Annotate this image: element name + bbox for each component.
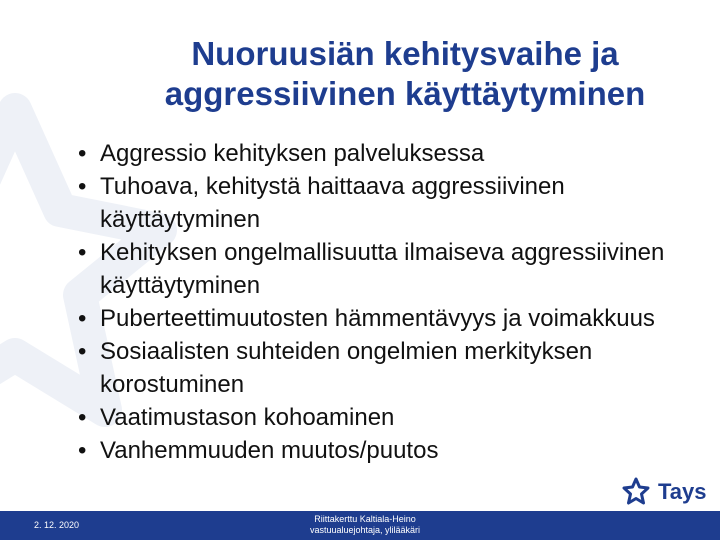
footer-author-name: Riittakerttu Kaltiala-Heino (314, 514, 416, 524)
bullet-text: Puberteettimuutosten hämmentävyys ja voimakkuus (100, 305, 655, 332)
bullet-item (78, 302, 698, 335)
bullet-marker: • (78, 338, 87, 365)
bullet-text: Aggressio kehityksen palveluksessa (100, 140, 485, 167)
bullet-text: Sosiaalisten suhteiden ongelmien merkityksen korostuminen (100, 338, 593, 398)
bullet-marker: • (78, 404, 87, 431)
logo-text: Tays (658, 479, 707, 504)
bullet-item (78, 401, 698, 434)
slide-title (120, 34, 690, 114)
tays-logo (620, 474, 707, 510)
bullet-text: Kehityksen ongelmallisuutta ilmaiseva aggressiivinen käyttäytyminen (100, 239, 665, 299)
title-line-1: Nuoruusiän kehitysvaihe ja (191, 35, 619, 73)
footer-author-role: vastuualuejohtaja, ylilääkäri (309, 525, 421, 535)
bullet-text: Vanhemmuuden muutos/puutos (100, 437, 439, 464)
bullet-list (78, 137, 698, 467)
tays-star-icon (620, 476, 652, 508)
bullet-item (78, 335, 698, 401)
bullet-marker: • (78, 140, 87, 167)
bullet-item (78, 434, 698, 467)
bullet-text: Vaatimustason kohoaminen (100, 404, 395, 431)
footer-date: 2. 12. 2020 (34, 520, 80, 530)
bullet-marker: • (78, 239, 87, 266)
bullet-item (78, 236, 698, 302)
bullet-item (78, 137, 698, 170)
bullet-item (78, 170, 698, 236)
bullet-marker: • (78, 173, 87, 200)
bullet-marker: • (78, 437, 87, 464)
bullet-text: Tuhoava, kehitystä haittaava aggressiivinen käyttäytyminen (100, 173, 565, 233)
bullet-marker: • (78, 305, 87, 332)
footer-author (250, 514, 480, 536)
title-line-2: aggressiivinen käyttäytyminen (164, 75, 646, 113)
